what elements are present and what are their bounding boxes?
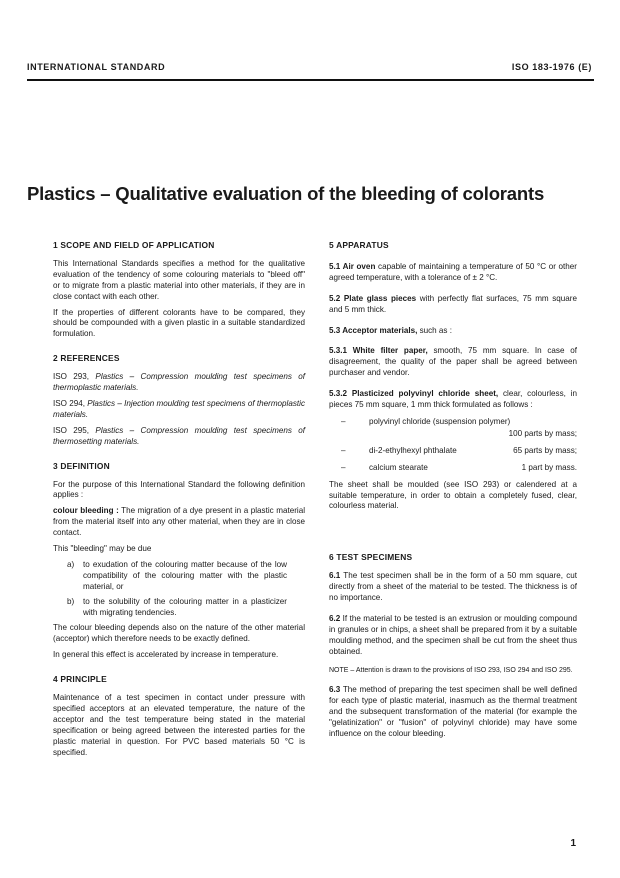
section-4-heading: 4 PRINCIPLE bbox=[53, 674, 107, 685]
section-3-paragraph-5: In general this effect is accelerated by increase in temperature. bbox=[53, 650, 279, 660]
formulation-row: – di-2-ethylhexyl phthalate 65 parts by mass; bbox=[341, 445, 577, 455]
clause-5-2: 5.2 Plate glass pieces with perfectly flat surfaces, 75 mm square and 5 mm thick. bbox=[329, 293, 577, 314]
formulation-row: – calcium stearate 1 part by mass. bbox=[341, 462, 577, 472]
left-column bbox=[53, 240, 305, 764]
clause-6-3: 6.3 The method of preparing the test specimen shall be well defined for each type of plastic material, inasmuch as the thermal treatment and the subsequent transformation of the material (for example the "gelatinization" or "fusion" of polyvinyl chloride) may have some influence on the colour bleeding. bbox=[329, 685, 577, 738]
clause-5-3: 5.3 Acceptor materials, such as : bbox=[329, 325, 452, 335]
formulation-row-amount: 100 parts by mass; bbox=[508, 428, 577, 438]
clause-5-3-1: 5.3.1 White filter paper, smooth, 75 mm square. In case of disagreement, the quality of the paper shall be agreed between purchaser and vendor. bbox=[329, 346, 577, 378]
reference-iso-295: ISO 295, Plastics – Compression moulding test specimens of thermosetting materials. bbox=[53, 425, 305, 446]
section-6-heading: 6 TEST SPECIMENS bbox=[329, 552, 413, 563]
reference-iso-293: ISO 293, Plastics – Compression moulding test specimens of thermoplastic materials. bbox=[53, 372, 305, 393]
header-document-number: ISO 183-1976 (E) bbox=[511, 62, 592, 72]
clause-6-2: 6.2 If the material to be tested is an extrusion or moulding compound in granules or in chips, a sheet shall be prepared from it by a suitable moulding method, and the specimen shall be cut from the sheet thus obtained. bbox=[329, 613, 577, 656]
list-item: a) to exudation of the colouring matter because of the low compatibility of the colouring matter with the plastic material, or bbox=[67, 559, 287, 591]
formulation-row: – polyvinyl chloride (suspension polymer) bbox=[341, 416, 511, 426]
section-1-paragraph-2: If the properties of different colorants have to be compared, they should be compounded with a given plastic in a suitable standardized formulation. bbox=[53, 307, 305, 339]
definition-colour-bleeding: colour bleeding : The migration of a dye present in a plastic material from the material itself into any other material, when they are in close contact. bbox=[53, 506, 305, 538]
section-1-heading: 1 SCOPE AND FIELD OF APPLICATION bbox=[53, 240, 215, 250]
clause-5-3-2: 5.3.2 Plasticized polyvinyl chloride sheet, clear, colourless, in pieces 75 mm square, 1 mm thick formulated as follows : bbox=[329, 389, 578, 410]
section-3-paragraph-1: For the purpose of this International Standard the following definition applies : bbox=[53, 479, 305, 500]
section-2-heading: 2 REFERENCES bbox=[53, 353, 120, 364]
clause-5-1: 5.1 Air oven capable of maintaining a temperature of 50 °C or other agreed temperature, with a tolerance of ± 2 °C. bbox=[329, 261, 577, 282]
section-5-heading: 5 APPARATUS bbox=[329, 240, 389, 250]
section-3-heading: 3 DEFINITION bbox=[53, 460, 110, 471]
header-rule bbox=[27, 79, 594, 81]
bleeding-causes-list bbox=[53, 560, 305, 619]
header-standard-label: INTERNATIONAL STANDARD bbox=[27, 62, 166, 72]
page-number: 1 bbox=[570, 838, 576, 849]
formulation-list bbox=[329, 417, 577, 474]
section-4-paragraph: Maintenance of a test specimen in contact under pressure with specified acceptors at an elevated temperature, the nature of the acceptor and the test temperature being stated in the material specification or being agreed between the interested parties for the plastic material in question. For PVC based materials 50 °C is specified. bbox=[53, 693, 305, 757]
section-3-paragraph-4: The colour bleeding depends also on the nature of the other material (acceptor) which therefore needs to be exactly defined. bbox=[53, 623, 305, 644]
right-column bbox=[329, 240, 577, 745]
section-1-paragraph-1: This International Standards specifies a method for the qualitative evaluation of the tendency of some colouring materials to "bleed off" or to migrate from a plastic material into other materials, if they are in close contact with each other. bbox=[53, 258, 305, 301]
note-provisions: NOTE – Attention is drawn to the provisions of ISO 293, ISO 294 and ISO 295. bbox=[329, 666, 573, 674]
clause-6-1: 6.1 The test specimen shall be in the form of a 50 mm square, cut directly from a sheet of the material to be tested. The thickness is of no importance. bbox=[329, 571, 577, 603]
reference-iso-294: ISO 294, Plastics – Injection moulding test specimens of thermoplastic materials. bbox=[53, 398, 306, 419]
sheet-moulding-paragraph: The sheet shall be moulded (see ISO 293) or calendered at a suitable temperature, in order to obtain a completely fused, clear, colourless material. bbox=[329, 479, 577, 511]
list-item: b) to the solubility of the colouring matter in a plasticizer with migrating tendencies. bbox=[67, 596, 287, 617]
section-3-paragraph-3: This "bleeding" may be due bbox=[53, 544, 152, 554]
page-title: Plastics – Qualitative evaluation of the bleeding of colorants bbox=[27, 183, 545, 204]
